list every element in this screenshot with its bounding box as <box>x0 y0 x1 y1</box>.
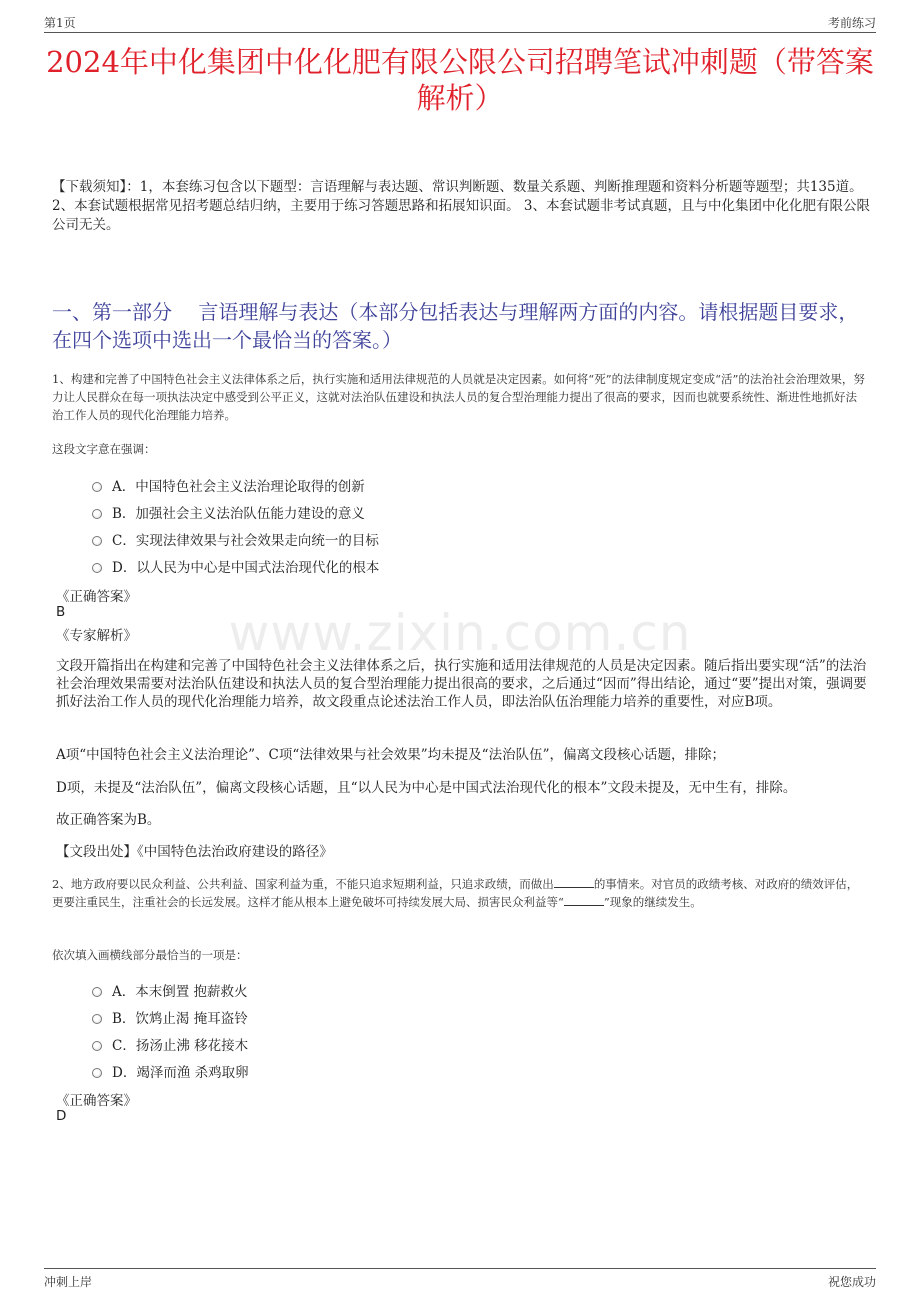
option-label: C．扬汤止沸 移花接木 <box>112 1038 249 1054</box>
radio-icon[interactable] <box>92 1068 102 1078</box>
analysis-paragraph: D项，未提及“法治队伍”，偏离文段核心话题，且“以人民为中心是中国式法治现代化的根本”文段未提及，无中生有，排除。 <box>56 780 797 796</box>
question-1-option-d[interactable] <box>92 556 379 576</box>
question-2-text <box>52 875 868 911</box>
watermark: www.zixin.com.cn <box>228 604 692 662</box>
correct-answer-label: 《正确答案》 <box>56 589 137 605</box>
header-label: 考前练习 <box>827 16 876 30</box>
question-2-prompt: 依次填入画横线部分最恰当的一项是： <box>52 948 248 962</box>
question-1-text: 1、构建和完善了中国特色社会主义法律体系之后，执行实施和适用法律规范的人员就是决定因素。如何将“死”的法律制度规定变成“活”的法治社会治理效果，努力让人民群众在每一项执法决定中感受到公平正义，这就对法治队伍建设和执法人员的复合型治理能力提出了很高的要求，因而也就要系统性、渐进性地抓好法治工作人员的现代化治理能力培养。 <box>52 372 865 422</box>
question-1-option-a[interactable] <box>92 475 365 495</box>
radio-icon[interactable] <box>92 482 102 492</box>
expert-analysis: 文段开篇指出在构建和完善了中国特色社会主义法律体系之后，执行实施和适用法律规范的人员是决定因素。随后指出要实现“活”的法治社会治理效果需要对法治队伍建设和执法人员的复合型治理能力提出很高的要求，之后通过“因而”得出结论，通过“要”提出对策，强调要抓好法治工作人员的现代化治理能力培养，故文段重点论述法治工作人员，即法治队伍治理能力培养的重要性，对应B项。 <box>56 658 867 710</box>
correct-answer: B <box>56 604 66 620</box>
header-rule <box>44 32 876 33</box>
option-label: B．饮鸩止渴 掩耳盗铃 <box>112 1011 248 1027</box>
option-label: C．实现法律效果与社会效果走向统一的目标 <box>112 533 379 549</box>
text-source: 【文段出处】《中国特色法治政府建设的路径》 <box>56 844 333 860</box>
question-text-part: 2、地方政府要以民众利益、公共利益、国家利益为重，不能只追求短期利益，只追求政绩，而做出 <box>52 877 554 891</box>
question-2-option-d[interactable] <box>92 1061 249 1081</box>
radio-icon[interactable] <box>92 536 102 546</box>
correct-answer-label: 《正确答案》 <box>56 1093 137 1109</box>
section-title: 一、第一部分 言语理解与表达（本部分包括表达与理解两方面的内容。请根据题目要求，在四个选项中选出一个最恰当的答案。） <box>52 300 859 352</box>
option-label: D．竭泽而渔 杀鸡取卵 <box>112 1065 249 1081</box>
radio-icon[interactable] <box>92 563 102 573</box>
option-label: D．以人民为中心是中国式法治现代化的根本 <box>112 560 380 576</box>
radio-icon[interactable] <box>92 1041 102 1051</box>
footer-left: 冲刺上岸 <box>44 1275 93 1289</box>
analysis-paragraph: A项“中国特色社会主义法治理论”、C项“法律效果与社会效果”均未提及“法治队伍”，偏离文段核心话题，排除； <box>56 747 725 763</box>
question-2-option-c[interactable] <box>92 1034 248 1054</box>
expert-analysis-label: 《专家解析》 <box>56 628 137 644</box>
option-label: A．中国特色社会主义法治理论取得的创新 <box>112 479 365 495</box>
download-notice: 【下载须知】：1，本套练习包含以下题型：言语理解与表达题、常识判断题、数量关系题、判断推理题和资料分析题等题型；共135道。 2、本套试题根据常见招考题总结归纳，主要用于练习答题思路和拓展知识面。 3、本套试题非考试真题，且与中化集团中化化肥有限公限公司无关。 <box>52 179 870 233</box>
question-1-prompt: 这段文字意在强调： <box>52 442 156 456</box>
radio-icon[interactable] <box>92 509 102 519</box>
document-title: 2024年中化集团中化化肥有限公限公司招聘笔试冲刺题（带答案解析） <box>46 45 874 115</box>
question-text-part: 的事情来。对官员的政绩考核、对政府的绩效评估，更要注重民生，注重社会的长远发展。这样才能从根本上避免破坏可持续发展大局、损害民众利益等“ <box>52 877 859 909</box>
radio-icon[interactable] <box>92 987 102 997</box>
analysis-conclusion: 故正确答案为B。 <box>56 812 161 828</box>
footer-right: 祝您成功 <box>827 1275 876 1289</box>
option-label: B．加强社会主义法治队伍能力建设的意义 <box>112 506 365 522</box>
fill-blank <box>554 875 594 888</box>
question-text-part: ”现象的继续发生。 <box>603 895 702 909</box>
question-1-option-c[interactable] <box>92 529 379 549</box>
radio-icon[interactable] <box>92 1014 102 1024</box>
fill-blank <box>564 893 604 906</box>
question-1-option-b[interactable] <box>92 502 365 522</box>
option-label: A．本末倒置 抱薪救火 <box>112 984 248 1000</box>
footer-rule <box>44 1268 876 1269</box>
question-2-option-b[interactable] <box>92 1007 248 1027</box>
correct-answer: D <box>56 1108 67 1124</box>
page-number: 第1页 <box>44 16 76 30</box>
question-2-option-a[interactable] <box>92 980 248 1000</box>
